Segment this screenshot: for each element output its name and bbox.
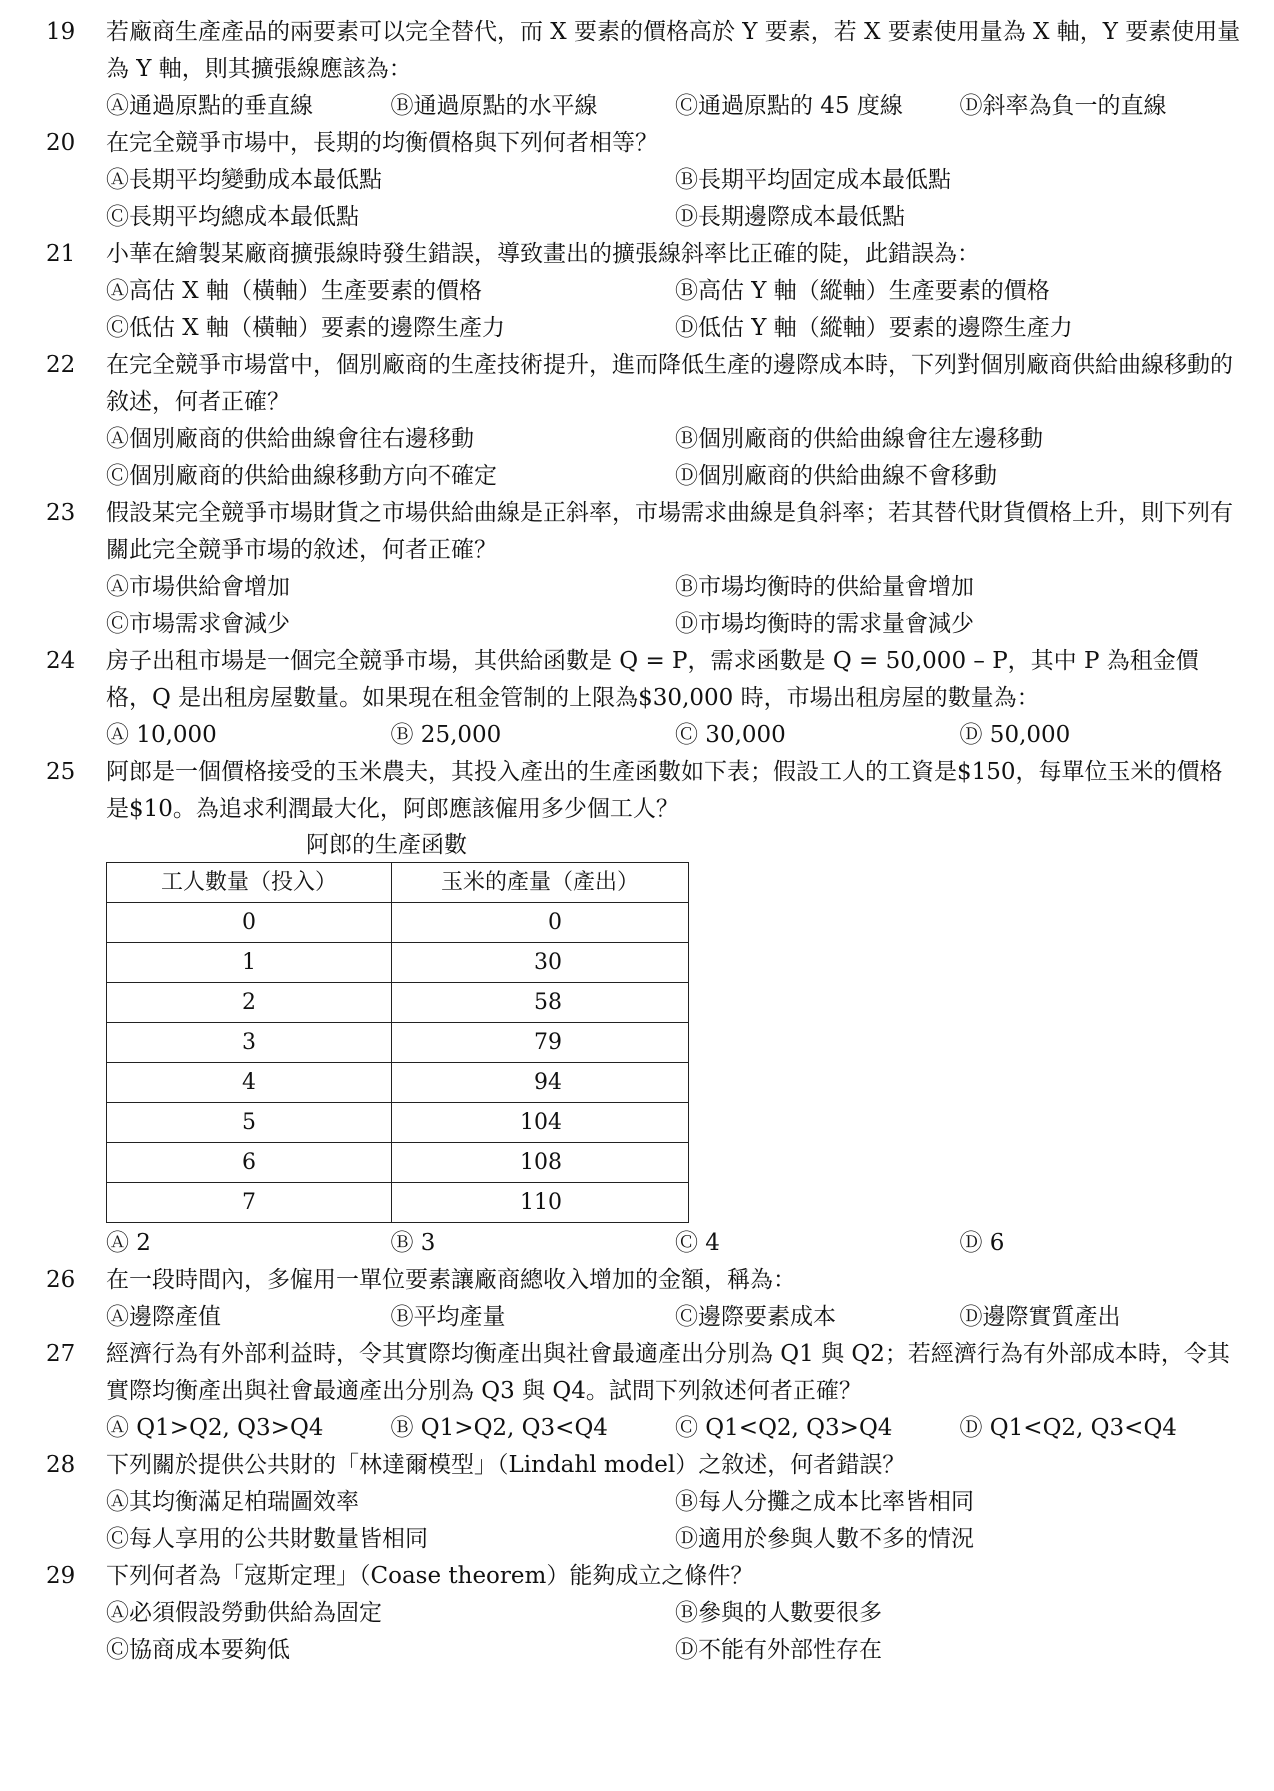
option-b: Ⓑ每人分攤之成本比率皆相同 [675, 1489, 974, 1515]
cell-workers: 7 [107, 1183, 392, 1223]
question-26 [0, 1262, 1274, 1336]
question-23 [0, 495, 1274, 643]
option-d: Ⓓ 50,000 [959, 722, 1071, 748]
option-d: Ⓓ 6 [959, 1230, 1005, 1256]
option-a: Ⓐ Q1>Q2, Q3>Q4 [106, 1415, 324, 1441]
option-a: Ⓐ 10,000 [106, 722, 217, 748]
option-c: Ⓒ協商成本要夠低 [106, 1637, 290, 1663]
question-number: 27 [46, 1341, 76, 1367]
option-a: Ⓐ邊際產值 [106, 1304, 221, 1330]
question-stem: 在一段時間內，多僱用一單位要素讓廠商總收入增加的金額，稱為： [106, 1267, 796, 1293]
option-b: Ⓑ個別廠商的供給曲線會往左邊移動 [675, 426, 1043, 452]
option-b: Ⓑ 25,000 [390, 722, 502, 748]
column-header-workers: 工人數量（投入） [107, 863, 392, 903]
question-number: 22 [46, 352, 76, 378]
question-number: 19 [46, 19, 76, 45]
option-b: Ⓑ通過原點的水平線 [390, 93, 598, 119]
cell-output: 79 [392, 1023, 689, 1063]
production-table [106, 862, 689, 1223]
table-row [107, 1063, 689, 1103]
option-d: Ⓓ低估 Y 軸（縱軸）要素的邊際生產力 [675, 315, 1073, 341]
table-row [107, 1023, 689, 1063]
question-stem: 若廠商生產產品的兩要素可以完全替代，而 X 要素的價格高於 Y 要素，若 X 要素使用量為 X 軸，Y 要素使用量為 Y 軸，則其擴張線應該為： [106, 19, 1241, 82]
question-stem: 阿郎是一個價格接受的玉米農夫，其投入產出的生產函數如下表；假設工人的工資是$150，每單位玉米的價格是$10。為追求利潤最大化，阿郎應該僱用多少個工人？ [106, 759, 1223, 822]
option-d: Ⓓ斜率為負一的直線 [959, 93, 1167, 119]
option-c: Ⓒ通過原點的 45 度線 [675, 93, 903, 119]
option-a: Ⓐ其均衡滿足柏瑞圖效率 [106, 1489, 359, 1515]
option-b: Ⓑ高估 Y 軸（縱軸）生產要素的價格 [675, 278, 1050, 304]
option-c: Ⓒ個別廠商的供給曲線移動方向不確定 [106, 463, 497, 489]
table-row [107, 943, 689, 983]
question-stem: 在完全競爭市場中，長期的均衡價格與下列何者相等？ [106, 130, 658, 156]
question-number: 29 [46, 1563, 76, 1589]
option-c: Ⓒ Q1<Q2, Q3>Q4 [675, 1415, 893, 1441]
cell-workers: 6 [107, 1143, 392, 1183]
option-a: Ⓐ個別廠商的供給曲線會往右邊移動 [106, 426, 474, 452]
option-b: Ⓑ Q1>Q2, Q3<Q4 [390, 1415, 608, 1441]
question-stem: 小華在繪製某廠商擴張線時發生錯誤，導致畫出的擴張線斜率比正確的陡，此錯誤為： [106, 241, 980, 267]
question-29 [0, 1558, 1274, 1669]
question-number: 25 [46, 759, 76, 785]
question-stem: 經濟行為有外部利益時，令其實際均衡產出與社會最適產出分別為 Q1 與 Q2；若經濟行為有外部成本時，令其實際均衡產出與社會最適產出分別為 Q3 與 Q4。試問下列敘述何者正確？ [106, 1341, 1230, 1404]
option-d: Ⓓ邊際實質產出 [959, 1304, 1121, 1330]
options [106, 273, 1244, 347]
question-number: 21 [46, 241, 76, 267]
question-number: 20 [46, 130, 76, 156]
options [106, 1225, 1244, 1262]
question-stem: 下列何者為「寇斯定理」（Coase theorem）能夠成立之條件？ [106, 1563, 754, 1589]
cell-workers: 5 [107, 1103, 392, 1143]
options [106, 1410, 1244, 1447]
option-c: Ⓒ市場需求會減少 [106, 611, 290, 637]
options [106, 162, 1244, 236]
question-stem: 房子出租市場是一個完全競爭市場，其供給函數是 Q = P，需求函數是 Q = 50,000 – P，其中 P 為租金價格，Q 是出租房屋數量。如果現在租金管制的上限為$30,000 時，市場出租房屋的數量為： [106, 648, 1199, 711]
question-20 [0, 125, 1274, 236]
options [106, 88, 1244, 125]
cell-workers: 2 [107, 983, 392, 1023]
cell-output: 108 [392, 1143, 689, 1183]
cell-workers: 0 [107, 903, 392, 943]
question-27 [0, 1336, 1274, 1447]
table-row [107, 1183, 689, 1223]
cell-output: 0 [392, 903, 689, 943]
cell-workers: 1 [107, 943, 392, 983]
column-header-output: 玉米的產量（產出） [392, 863, 689, 903]
question-21 [0, 236, 1274, 347]
question-stem: 假設某完全競爭市場財貨之市場供給曲線是正斜率，市場需求曲線是負斜率；若其替代財貨價格上升，則下列有關此完全競爭市場的敘述，何者正確？ [106, 500, 1233, 563]
cell-output: 58 [392, 983, 689, 1023]
option-c: Ⓒ 4 [675, 1230, 720, 1256]
cell-output: 94 [392, 1063, 689, 1103]
question-number: 23 [46, 500, 76, 526]
table-caption: 阿郎的生產函數 [306, 832, 467, 858]
cell-output: 110 [392, 1183, 689, 1223]
options [106, 1595, 1244, 1669]
option-b: Ⓑ長期平均固定成本最低點 [675, 167, 951, 193]
option-b: Ⓑ市場均衡時的供給量會增加 [675, 574, 974, 600]
table-row [107, 1143, 689, 1183]
question-25 [0, 754, 1274, 1262]
option-a: Ⓐ 2 [106, 1230, 151, 1256]
cell-workers: 3 [107, 1023, 392, 1063]
cell-output: 104 [392, 1103, 689, 1143]
option-a: Ⓐ市場供給會增加 [106, 574, 290, 600]
option-b: Ⓑ參與的人數要很多 [675, 1600, 882, 1626]
option-c: Ⓒ邊際要素成本 [675, 1304, 836, 1330]
question-22 [0, 347, 1274, 495]
option-d: Ⓓ Q1<Q2, Q3<Q4 [959, 1415, 1177, 1441]
option-d: Ⓓ市場均衡時的需求量會減少 [675, 611, 974, 637]
table-header-row [107, 863, 689, 903]
option-b: Ⓑ平均產量 [390, 1304, 506, 1330]
cell-output: 30 [392, 943, 689, 983]
options [106, 717, 1244, 754]
option-d: Ⓓ不能有外部性存在 [675, 1637, 882, 1663]
question-number: 26 [46, 1267, 76, 1293]
question-number: 24 [46, 648, 76, 674]
option-a: Ⓐ長期平均變動成本最低點 [106, 167, 382, 193]
option-a: Ⓐ必須假設勞動供給為固定 [106, 1600, 382, 1626]
options [106, 1299, 1244, 1336]
table-row [107, 983, 689, 1023]
question-number: 28 [46, 1452, 76, 1478]
options [106, 421, 1244, 495]
options [106, 569, 1244, 643]
option-c: Ⓒ每人享用的公共財數量皆相同 [106, 1526, 428, 1552]
option-a: Ⓐ通過原點的垂直線 [106, 93, 313, 119]
option-a: Ⓐ高估 X 軸（橫軸）生產要素的價格 [106, 278, 482, 304]
question-stem: 下列關於提供公共財的「林達爾模型」（Lindahl model）之敘述，何者錯誤？ [106, 1452, 906, 1478]
question-24 [0, 643, 1274, 754]
question-stem: 在完全競爭市場當中，個別廠商的生產技術提升，進而降低生產的邊際成本時，下列對個別廠商供給曲線移動的敘述，何者正確？ [106, 352, 1233, 415]
cell-workers: 4 [107, 1063, 392, 1103]
option-d: Ⓓ適用於參與人數不多的情況 [675, 1526, 974, 1552]
question-28 [0, 1447, 1274, 1558]
option-c: Ⓒ 30,000 [675, 722, 786, 748]
option-c: Ⓒ長期平均總成本最低點 [106, 204, 359, 230]
table-row [107, 903, 689, 943]
option-b: Ⓑ 3 [390, 1230, 436, 1256]
table-row [107, 1103, 689, 1143]
question-19 [0, 14, 1274, 125]
options [106, 1484, 1244, 1558]
option-d: Ⓓ長期邊際成本最低點 [675, 204, 905, 230]
option-d: Ⓓ個別廠商的供給曲線不會移動 [675, 463, 997, 489]
option-c: Ⓒ低估 X 軸（橫軸）要素的邊際生產力 [106, 315, 505, 341]
